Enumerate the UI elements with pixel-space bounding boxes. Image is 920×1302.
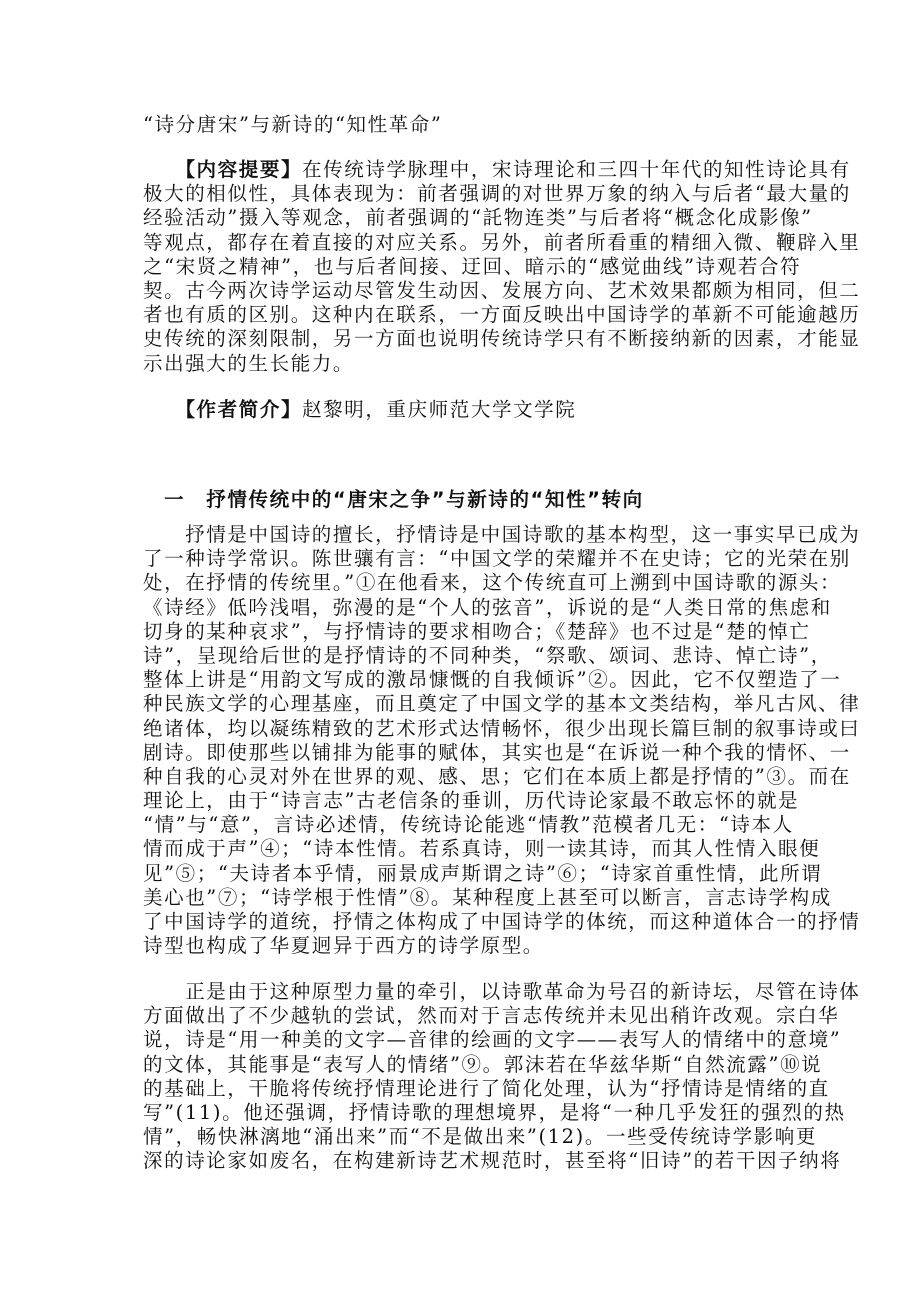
author-text: 赵黎明，重庆师范大学文学院 xyxy=(302,398,577,421)
paragraph-line: 正是由于这种原型力量的牵引，以诗歌革命为号召的新诗坛，尽管在诗体 xyxy=(143,980,861,1003)
author-label: 【作者简介】 xyxy=(185,398,303,421)
abstract-label: 【内容提要】 xyxy=(185,158,303,181)
paragraph-line: 抒情是中国诗的擅长，抒情诗是中国诗歌的基本构型，这一事实早已成为 xyxy=(143,523,861,546)
abstract-line: 经验活动”摄入等观念，前者强调的“託物连类”与后者将“概念化成影像” xyxy=(143,206,813,230)
abstract-line: 在传统诗学脉理中，宋诗理论和三四十年代的知性诗论具有 xyxy=(302,158,851,181)
paragraph-line: 种自我的心灵对外在世界的观、感、思；它们在本质上都是抒情的”③。而在 xyxy=(143,764,851,788)
paragraph-line: 的基础上，干脆将传统抒情理论进行了简化处理，认为“抒情诗是情绪的直 xyxy=(143,1076,830,1100)
author-line xyxy=(143,398,788,422)
abstract-line: 极大的相似性，具体表现为：前者强调的对世界万象的纳入与后者“最大量的 xyxy=(143,182,851,206)
paragraph-line: 写”(11)。他还强调，抒情诗歌的理想境界，是将“一种几乎发狂的强烈的热 xyxy=(143,1100,846,1124)
author-section xyxy=(143,398,788,422)
paragraph-line: 理论上，由于“诗言志”古老信条的垂训，历代诗论家最不敢忘怀的就是 xyxy=(143,789,800,813)
paragraph-line: 诗型也构成了华夏迥异于西方的诗学原型。 xyxy=(143,934,544,958)
heading-text: 一 抒情传统中的“唐宋之争”与新诗的“知性”转向 xyxy=(164,488,644,511)
paragraph-line: 整体上讲是“用韵文写成的激昂慷慨的自我倾诉”②。因此，它不仅塑造了一 xyxy=(143,668,842,692)
paragraph-line: 切身的某种哀求”，与抒情诗的要求相吻合；《楚辞》也不过是“楚的悼亡 xyxy=(143,619,811,643)
paragraph-2 xyxy=(143,980,861,1174)
paragraph-line: 美心也”⑦；“诗学根于性情”⑧。某种程度上甚至可以断言，言志诗学构成 xyxy=(143,885,832,909)
paragraph-1 xyxy=(143,523,861,958)
section-heading-text xyxy=(143,488,788,512)
abstract-line: 之“宋贤之精神”，也与后者间接、迂回、暗示的“感觉曲线”诗观若合符 xyxy=(143,254,802,278)
abstract-line: 契。古今两次诗学运动尽管发生动因、发展方向、艺术效果都颇为相同，但二 xyxy=(143,278,861,302)
abstract-first-line xyxy=(143,158,851,182)
paragraph-line: 剧诗。即使那些以铺排为能事的赋体，其实也是“在诉说一种个我的情怀、一 xyxy=(143,740,851,764)
paragraph-line: 种民族文学的心理基座，而且奠定了中国文学的基本文类结构，举凡古风、律 xyxy=(143,692,861,716)
paragraph-line: 的文体，其能事是“表写人的情绪”⑨。郭沫若在华兹华斯“自然流露”⑩说 xyxy=(143,1052,823,1076)
abstract-line: 等观点，都存在着直接的对应关系。另外，前者所看重的精细入微、鞭辟入里 xyxy=(143,230,861,254)
abstract-line: 史传统的深刻限制，另一方面也说明传统诗学只有不断接纳新的因素，才能显 xyxy=(143,327,861,351)
paragraph-line: 绝诸体，均以凝练精致的艺术形式达情畅怀，很少出现长篇巨制的叙事诗或曰 xyxy=(143,716,861,740)
paragraph-line: 情而成于声”④；“诗本性情。若系真诗，则一读其诗，而其人性情入眼便 xyxy=(143,837,821,861)
abstract-line: 者也有质的区别。这种内在联系，一方面反映出中国诗学的革新不可能逾越历 xyxy=(143,303,861,327)
abstract-line: 示出强大的生长能力。 xyxy=(143,351,355,375)
paragraph-line: 了中国诗学的道统，抒情之体构成了中国诗学的体统，而这种道体合一的抒情 xyxy=(143,910,861,933)
paragraph-line: 处，在抒情的传统里。”①在他看来，这个传统直可上溯到中国诗歌的源头： xyxy=(143,571,842,595)
paragraph-line: 深的诗论家如废名，在构建新诗艺术规范时，甚至将“旧诗”的若干因子纳将 xyxy=(143,1149,842,1173)
title-text: “诗分唐宋”与新诗的“知性革命” xyxy=(143,113,443,136)
document-title xyxy=(143,113,788,137)
paragraph-line: 说，诗是“用一种美的文字—音律的绘画的文字——表写人的情绪中的意境” xyxy=(143,1028,842,1052)
paragraph-line: 方面做出了不少越轨的尝试，然而对于言志传统并未见出稍许改观。宗白华 xyxy=(143,1004,840,1028)
paragraph-line: 了一种诗学常识。陈世骧有言：“中国文学的荣耀并不在史诗；它的光荣在别 xyxy=(143,547,851,571)
paragraph-line: 见”⑤；“夫诗者本乎情，丽景成声斯谓之诗”⑥；“诗家首重性情，此所谓 xyxy=(143,861,823,885)
paragraph-line: 诗”，呈现给后世的是抒情诗的不同种类，“祭歌、颂词、悲诗、悼亡诗”， xyxy=(143,643,832,667)
paragraph-line: 情”，畅快淋漓地“涌出来”而“不是做出来”(12)。一些受传统诗学影响更 xyxy=(143,1125,817,1149)
paragraph-line: “情”与“意”，言诗必述情，传统诗论能逃“情教”范模者几无：“诗本人 xyxy=(143,813,794,837)
section-heading xyxy=(143,488,788,512)
abstract-section xyxy=(143,158,861,376)
paragraph-line: 《诗经》低吟浅唱，弥漫的是“个人的弦音”，诉说的是“人类日常的焦虑和 xyxy=(143,595,832,619)
